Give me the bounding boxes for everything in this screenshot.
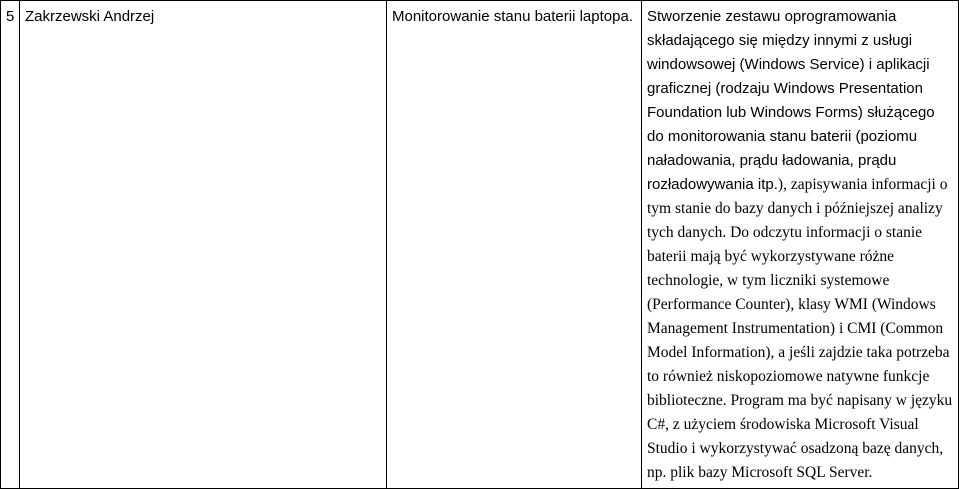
row-number: 5 — [6, 8, 15, 25]
topic-title: Monitorowanie stanu baterii laptopa. — [392, 8, 633, 25]
author-name: Zakrzewski Andrzej — [25, 8, 155, 25]
description-text-part-1: Stworzenie zestawu oprogramowania składającego się między innymi z usługi windowsowej (Windows Service) i aplikacji graficznej (rodzaju Windows Presentation Foundation lub Windows Forms) służącego do monitorowania stanu baterii (poziomu naładowania, prądu ładowania, prądu rozładowywania itp. — [647, 8, 935, 193]
table-row — [1, 1, 959, 489]
row-number-cell — [1, 1, 20, 489]
description-cell — [642, 1, 959, 489]
topic-cell — [387, 1, 642, 489]
author-cell — [20, 1, 387, 489]
description-text-part-2: ), zapisywania informacji o tym stanie do bazy danych i późniejszej analizy tych danych. Do odczytu informacji o stanie baterii mają być wykorzystywane różne technologie, w tym liczniki systemowe (Performance Counter), klasy WMI (Windows Management Instrumentation) i CMI (Common Model Information), a jeśli zajdzie taka potrzeba to również niskopoziomowe natywne funkcje biblioteczne. Program ma być napisany w języku C#, z użyciem środowiska Microsoft Visual Studio i wykorzystywać osadzoną bazę danych, np. plik bazy Microsoft SQL Server. — [647, 176, 953, 481]
